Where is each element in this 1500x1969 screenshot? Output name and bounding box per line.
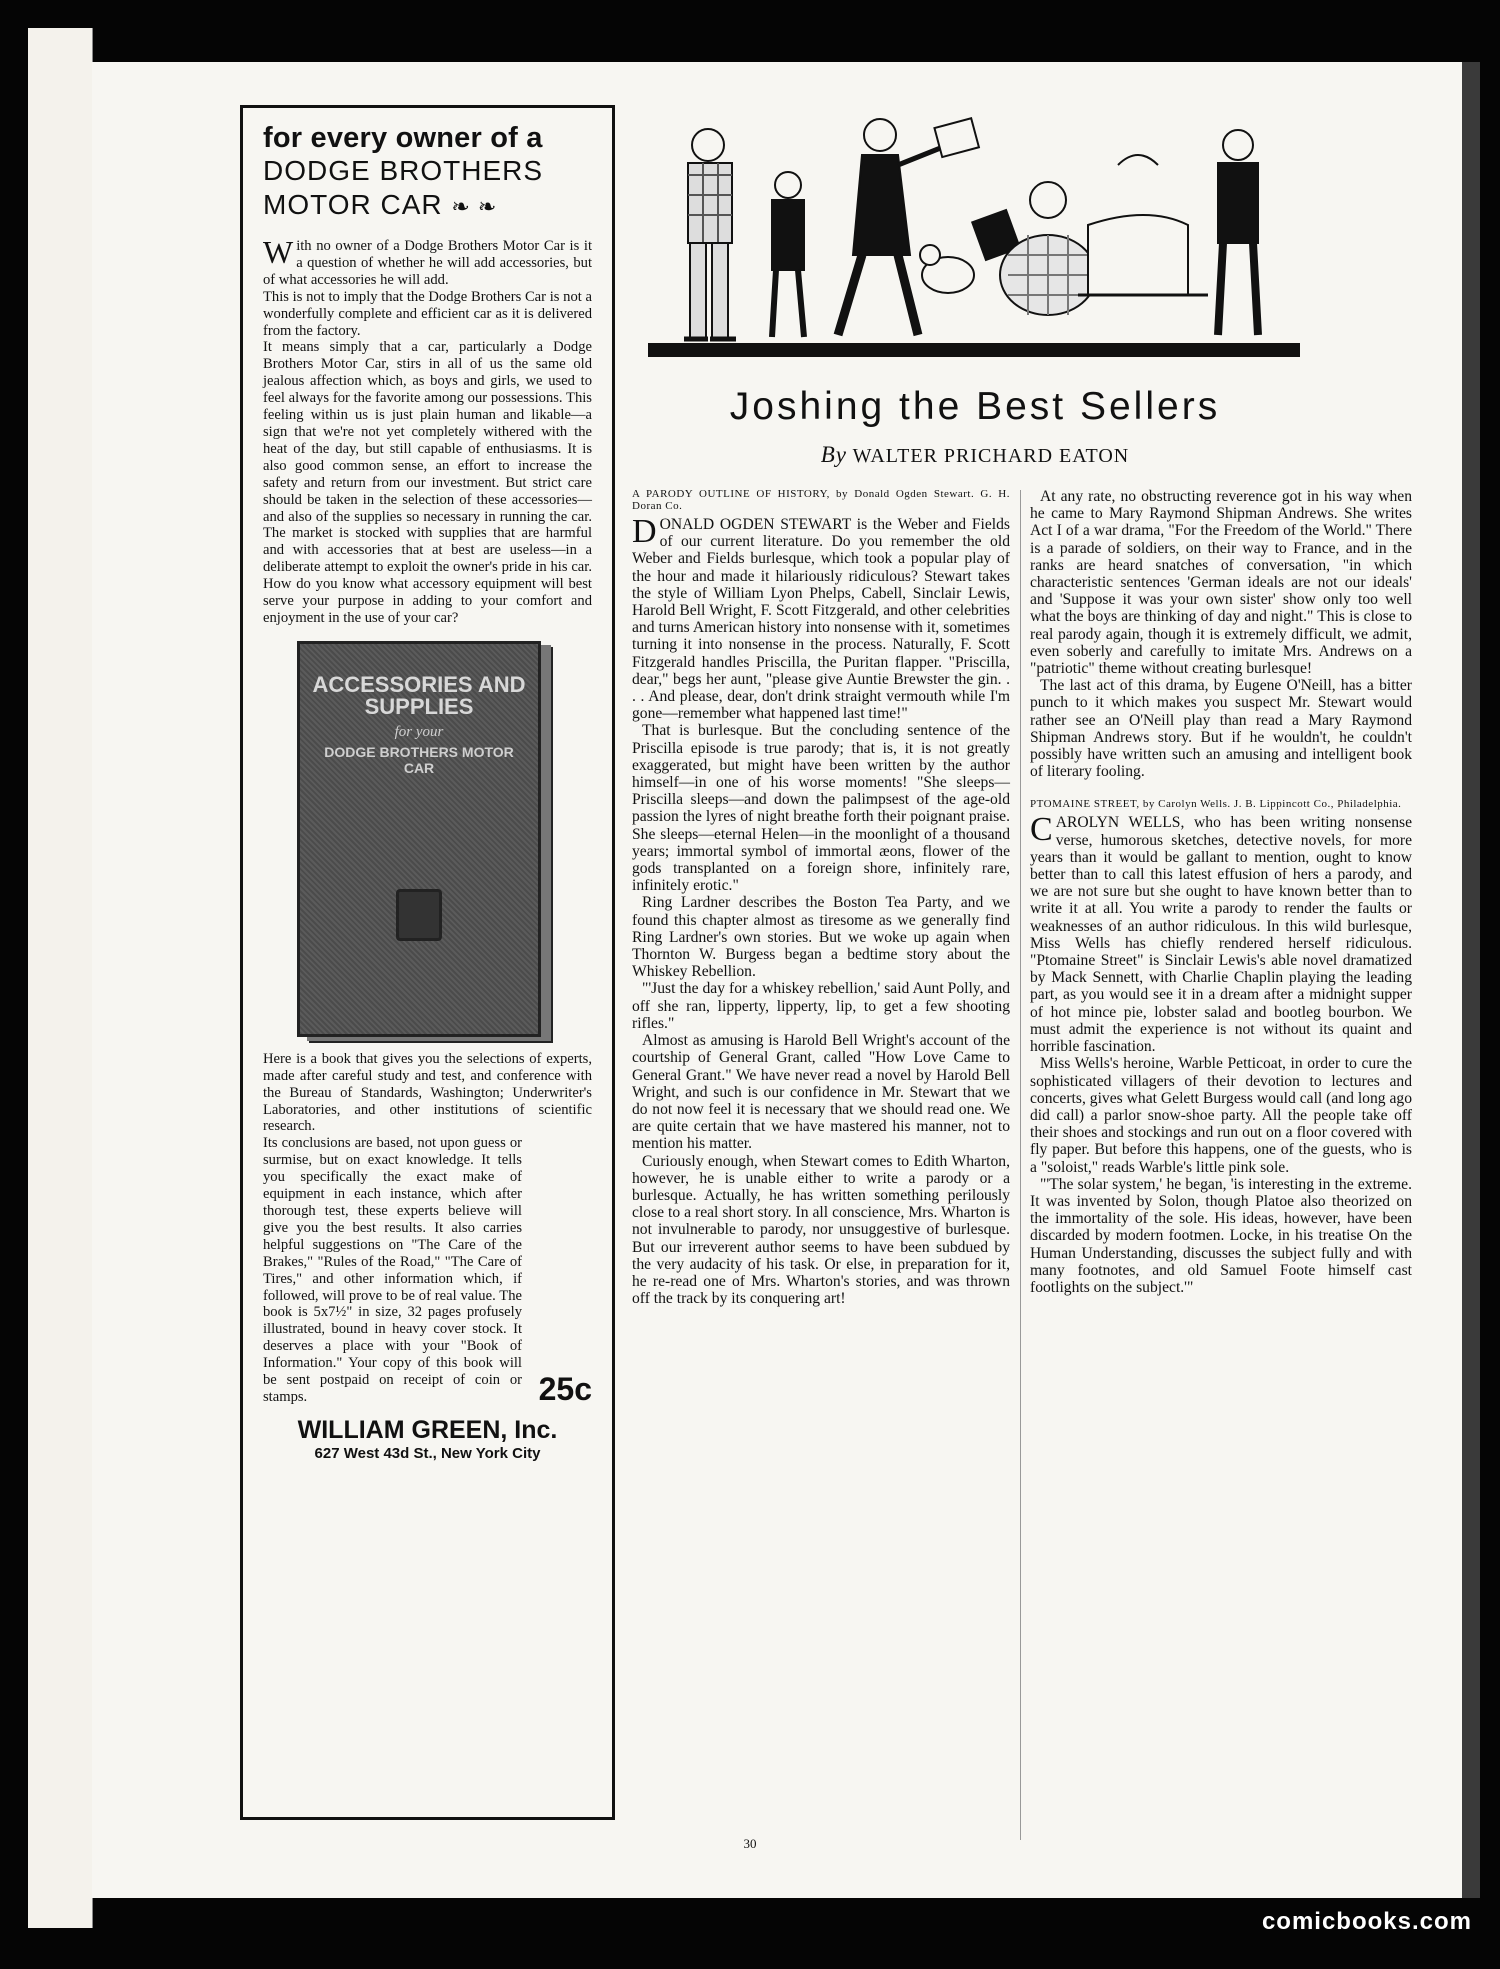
article-paragraph: That is burlesque. But the concluding sentence of the Priscilla episode is true parody; that is, it is not greatly exaggerated, but might have been written by the author himself—in one of his worse moments! "She sleeps—Priscilla sleeps—and down the palimpsest of the age-old passion the lyres of night breathe forth their poignant praise. She sleeps—eternal Helen—in the moonlight of a thousand years; immortal symbol of immortal æons, flower of the gods transplanted on a foreign shore, infinitely rare, infinitely erotic." [632,722,1010,895]
ad-paragraph: Here is a book that gives you the selections of experts, made after careful study and test, and conference with the Bureau of Standards, Washington; Underwriter's Laboratories, and other institutions of scientific research. [263,1050,592,1135]
article-paragraph: "'Just the day for a whiskey rebellion,' said Aunt Polly, and off she ran, lipperty, lipperty, lip, to get a few shooting rifles." [632,980,1010,1032]
emblem-icon [396,889,442,941]
book-reference: PTOMAINE STREET, by Carolyn Wells. J. B. Lippincott Co., Philadelphia. [1030,798,1402,811]
ad-paragraph: It means simply that a car, particularly a Dodge Brothers Motor Car, stirs in all of us the same old jealous affection which, as boys and girls, we used to feel always for the favorite among our possessions. This feeling within us is just plain human and likable—a sign that we're not yet completely withered with the heat of the day, but still capable of enthusiasms. It is also good common sense, an effort to increase the safety and return from our investment. But strict care should be taken in the selection of these accessories—and also of the supplies so necessary in running the car. The market is stocked with supplies that are harmful and with accessories that at best are useless—in a deliberate attempt to exploit the owner's pride in his car. How do you know what accessory equipment will best serve your purpose in adding to your comfort and enjoyment in the use of your car? [263,339,592,626]
drop-cap: D [632,513,657,550]
article-paragraph: DONALD OGDEN STEWART is the Weber and Fields of our current literature. Do you remember the old Weber and Fields burlesque, which took a popular play of the hour and made it hilariously ridiculous? Stewart takes the style of William Lyon Phelps, Cabell, Sinclair Lewis, Harold Bell Wright, F. Scott Fitzgerald, and other celebrities and turns American history into nonsense with it, sometimes turning it into nonsense in the process. Naturally, F. Scott Fitzgerald handles Priscilla, the Puritan flapper. "Priscilla, dear," begs her aunt, "please give Auntie Brewster the gin. . . . And please, dear, don't drink straight vermouth while I'm gone—remember what happened last time!" [632,513,1010,723]
binding-gutter [1462,62,1480,1898]
article-paragraph: Curiously enough, when Stewart comes to Edith Wharton, however, he is unable either to write a parody or a burlesque. Actually, he has written something perilously close to a real short story. In all conscience, Mrs. Wharton is not invulnerable to parody, nor unsuggestive of burlesque. But our irreverent author seems to have been subdued by the very audacity of his task. Or else, in preparation for it, he re-read one of Mrs. Wharton's stories, and was thrown off the track by its conquering art! [632,1152,1010,1308]
page-edge [28,28,43,1928]
cartoon-illustration [648,105,1300,357]
ad-brand-line: DODGE BROTHERS [263,155,544,186]
article-paragraph: "'The solar system,' he began, 'is interesting in the extreme. It was invented by Solon, though Platoe also theorized on the immortality of the sole. His ideas, however, have been discarded by modern footmen. Locke, in his treatise On the Human Understanding, discusses the subject fully and with many footnotes, and old Samuel Foote himself cast footlights on the subject.'" [1030,1175,1412,1296]
watermark: comicbooks.com [1261,1908,1472,1935]
ad-paragraph: Its conclusions are based, not upon guess or surmise, but on exact knowledge. It tells you specifically the exact make of equipment in each instance, which after thorough test, these experts believe will give you the best results. It also carries helpful suggestions on "The Care of the Brakes," "Rules of the Road," "The Care of Tires," and other information which, if followed, will prove to be of real value. The book is 5x7½" in size, 32 pages profusely illustrated, bound in heavy cover stock. It deserves a place with your "Book of Information." Your copy of this book will be sent postpaid on receipt of coin or stamps. [263,1135,522,1405]
byline [640,442,1310,468]
page-edge [56,28,71,1928]
cover-title: ACCESSORIES AND SUPPLIES [312,671,526,719]
article-paragraph: CAROLYN WELLS, who has been writing nonsense verse, humorous sketches, detective novels, for more years than it would be gallant to mention, ought to know better than to call this latest effusion of hers a parody, and we are not sure but she ought to have known better than to write it at all. You write a parody to render the faults or weaknesses of an author ridiculous. In this wild burlesque, Miss Wells has chiefly rendered herself ridiculous. "Ptomaine Street" is Sinclair Lewis's able novel dramatized by Mack Sennett, with Charlie Chaplin playing the leading part, as you would see it in a dream after a midnight supper of hot mince pie, lobster salad and bootleg bourbon. We must admit the experience is not without its quaint and horrible fascination. [1030,811,1412,1056]
cover-subtitle: for your [394,723,444,740]
article-paragraph: Almost as amusing is Harold Bell Wright's account of the courtship of General Grant, called "How Love Came to General Grant." We have never read a novel by Harold Bell Wright, and such is our confidence in Mr. Stewart that we do not now feel it is necessary that we should read one. We are quite certain that we have mastered his manner, not to mention his matter. [632,1032,1010,1153]
ad-headline: for every owner of a [263,122,543,154]
article-paragraph: Ring Lardner describes the Boston Tea Party, and we found this chapter almost as tiresome as we generally find Ring Lardner's own stories. But we woke up again when Thornton W. Burgess began a bedtime story about the Whiskey Rebellion. [632,894,1010,981]
byline-prefix: By [820,442,848,467]
ad-paragraph: With no owner of a Dodge Brothers Motor Car is it a question of whether he will add accessories, but of what accessories he will add. [263,234,592,288]
column-divider [1020,490,1021,1840]
author-name: WALTER PRICHARD EATON [852,445,1130,467]
article-column-2 [1030,488,1412,1296]
ad-paragraph: This is not to imply that the Dodge Brothers Car is not a wonderfully complete and efficient car as it is delivered from the factory. [263,288,592,339]
ad-brand-line: MOTOR CAR ❧ ❧ [263,189,498,220]
ornament-icon: ❧ ❧ [451,194,498,219]
page-edge [70,28,93,1928]
article-title: Joshing the Best Sellers [729,385,1221,428]
article-paragraph: Miss Wells's heroine, Warble Petticoat, in order to cure the sophisticated villagers of their devotion to lectures and concerts, gives what Gelett Burgess would call (and long ago did call) a parlor snow-shoe party. All the people take off their shoes and stockings and run out on a floor covered with fly paper. But before this happens, one of the guests, who is a "soloist," reads Warble's little pink sole. [1030,1055,1412,1176]
page-number: 30 [743,1836,757,1851]
book-reference: A PARODY OUTLINE OF HISTORY, by Donald Ogden Stewart. G. H. Doran Co. [632,488,1010,512]
vendor-address: 627 West 43d St., New York City [314,1444,541,1462]
article-column-1 [632,488,1010,1307]
page-edge [42,28,57,1928]
article-paragraph: The last act of this drama, by Eugene O'Neill, has a bitter punch to it which makes you suspect Mr. Stewart would rather see an O'Neill play than read a Mary Raymond Shipman Andrews story. But if he wouldn't, he couldn't possibly have written such an amusing and intelligent book of literary fooling. [1030,677,1412,781]
cover-brand: DODGE BROTHERS MOTOR CAR [324,743,514,776]
article-paragraph: At any rate, no obstructing reverence got in his way when he came to Mary Raymond Shipman Andrews. She writes Act I of a war drama, "For the Freedom of the World." There is a parade of soldiers, on their way to France, and in the ranks are heard snatches of conversation, "in which characteristic sentences 'German ideals are not our ideals' and 'Suppose it was your own sister' show only too well what the boys are thinking of day and night." This is close to real parody again, though it is extremely difficult, we admit, even soberly and carefully to imitate Mrs. Andrews on a "patriotic" theme without creating burlesque! [1030,488,1412,678]
advertisement-box [240,105,615,1820]
price: 25c [538,1370,592,1407]
vendor-name: WILLIAM GREEN, Inc. [297,1415,558,1444]
book-cover-image [297,641,541,1037]
drop-cap: C [1030,811,1053,849]
